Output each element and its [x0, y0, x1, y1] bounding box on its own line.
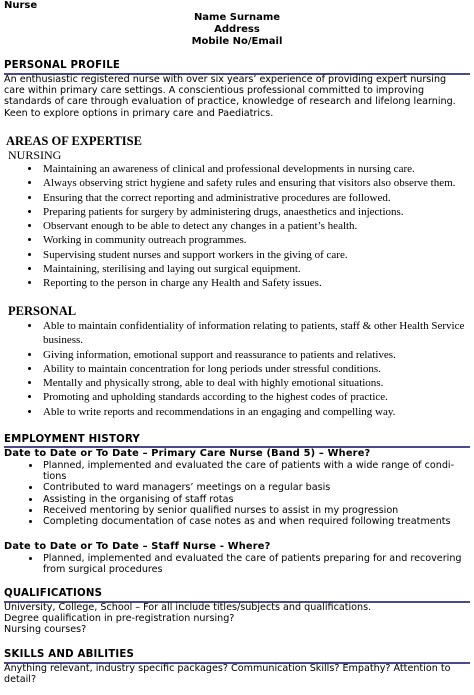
list-item: • Giving information, emotional support and reassurance to patients and relatives. — [41, 348, 474, 362]
list-item: • Able to maintain confidentiality of information relating to patients, staff & other Health Service business. — [41, 319, 474, 348]
subheading-personal: PERSONAL — [8, 304, 77, 318]
personal-skills-list — [0, 319, 474, 419]
job-title-staff-nurse: Date to Date or To Date – Staff Nurse - Where? — [4, 541, 271, 552]
list-item: • Planned, implemented and evaluated the care of patients with a wide range of condi-tions — [41, 460, 466, 482]
list-item: • Maintaining, sterilising and laying out surgical equipment. — [41, 262, 474, 276]
list-item: • Preparing patients for surgery by administering drugs, anaesthetics and injections. — [41, 205, 474, 219]
list-item: • Mentally and physically strong, able to deal with highly emotional situations. — [41, 376, 474, 390]
candidate-contact: Mobile No/Email — [191, 36, 283, 47]
section-heading-skills: SKILLS AND ABILITIES — [4, 649, 135, 660]
section-heading-personal-profile: PERSONAL PROFILE — [4, 60, 121, 71]
list-item: • Working in community outreach programmes. — [41, 233, 474, 247]
list-item: • Completing documentation of case notes as and when required following treatments — [41, 516, 466, 527]
list-item: • Able to write reports and recommendations in an engaging and compelling way. — [41, 405, 474, 419]
list-item: • Contributed to ward managers’ meetings on a regular basis — [41, 482, 466, 493]
list-item: • Received mentoring by senior qualified nurses to assist in my progression — [41, 505, 466, 516]
job-title-primary-care-nurse: Date to Date or To Date – Primary Care Nurse (Band 5) – Where? — [4, 448, 371, 459]
list-item: • Promoting and upholding standards according to the highest codes of practice. — [41, 390, 474, 404]
subheading-nursing: NURSING — [8, 148, 62, 162]
contact-block — [0, 12, 474, 48]
section-heading-employment: EMPLOYMENT HISTORY — [4, 434, 141, 445]
section-heading-expertise: AREAS OF EXPERTISE — [6, 134, 142, 148]
list-item: • Supervising student nurses and support workers in the giving of care. — [41, 248, 474, 262]
list-item: • Planned, implemented and evaluated the care of patients preparing for and recovering from surgical procedures — [41, 553, 474, 575]
job2-duties-list — [0, 553, 474, 575]
qualifications-text: University, College, School – For all include titles/subjects and qualifications. Degree qualification in pre-registration nursing? Nursing courses? — [4, 602, 372, 636]
nursing-skills-list — [0, 162, 474, 291]
list-item: • Ability to maintain concentration for long periods under stressful conditions. — [41, 362, 474, 376]
list-item: • Ensuring that the correct reporting and administrative procedures are followed. — [41, 191, 474, 205]
candidate-address: Address — [214, 24, 260, 35]
job1-duties-list — [0, 460, 466, 527]
skills-text: Anything relevant, industry specific packages? Communication Skills? Empathy? Attention to detail? — [4, 663, 451, 686]
list-item: • Observant enough to be able to detect any changes in a patient’s health. — [41, 219, 474, 233]
list-item: • Reporting to the person in charge any Health and Safety issues. — [41, 276, 474, 290]
candidate-name: Name Surname — [193, 12, 281, 23]
document-title: Nurse — [4, 0, 38, 11]
personal-profile-text: An enthusiastic registered nurse with over six years’ experience of providing expert nursing care within primary care settings. A conscientious professional committed to improving standards of care through evaluation of practice, knowledge of research and lifelong learning. Keen to explore options in primary care and Paediatrics. — [4, 74, 456, 119]
list-item: • Maintaining an awareness of clinical and professional developments in nursing care. — [41, 162, 474, 176]
list-item: • Assisting in the organising of staff rotas — [41, 494, 466, 505]
section-heading-qualifications: QUALIFICATIONS — [4, 588, 103, 599]
list-item: • Always observing strict hygiene and safety rules and ensuring that visitors also observe them. — [41, 176, 474, 190]
